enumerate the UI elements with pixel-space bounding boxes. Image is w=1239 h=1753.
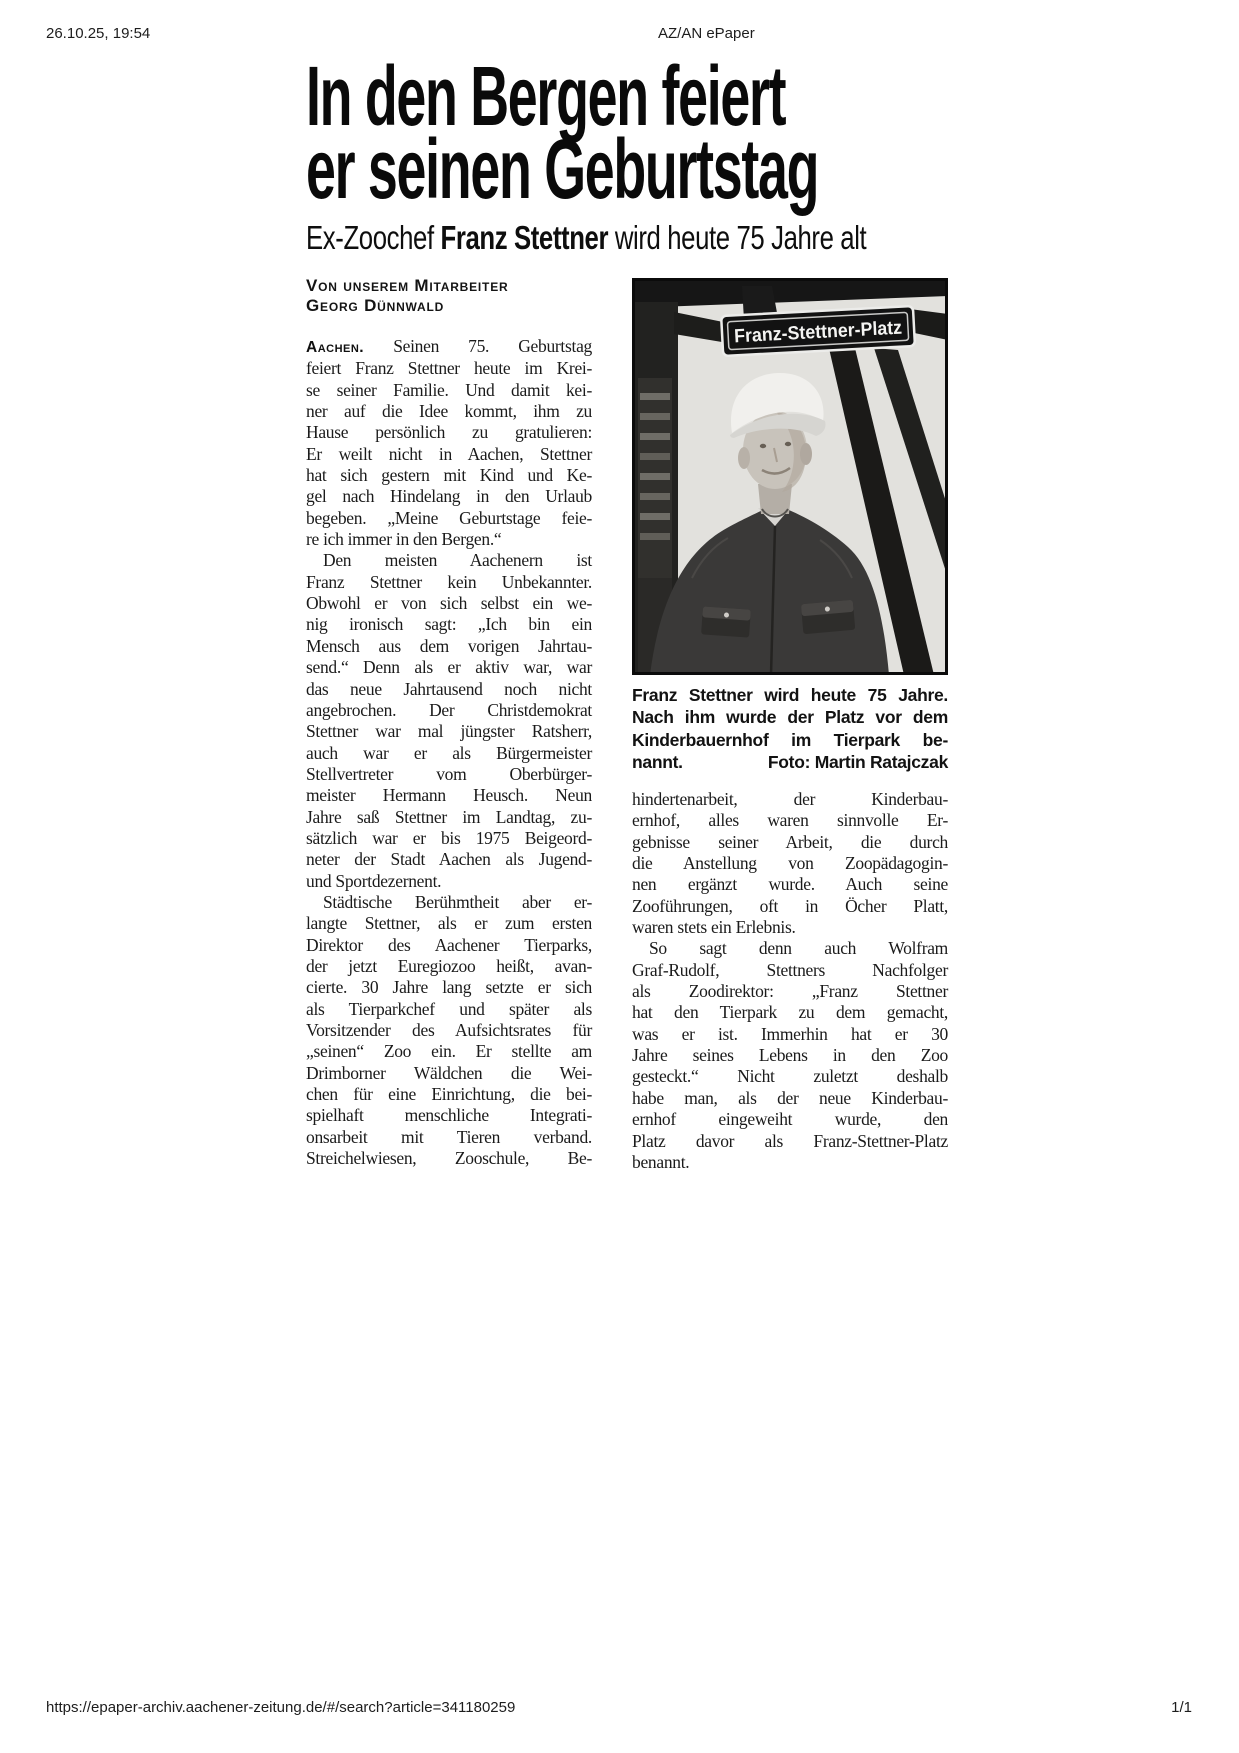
text-line: gesteckt.“ Nicht zuletzt deshalb bbox=[632, 1066, 948, 1087]
text-line: Streichelwiesen, Zooschule, Be- bbox=[306, 1148, 592, 1169]
text-line: ernhof eingeweiht wurde, den bbox=[632, 1109, 948, 1130]
text-line: se seiner Familie. Und damit kei- bbox=[306, 379, 592, 400]
text-line: gel nach Hindelang in den Urlaub bbox=[306, 486, 592, 507]
photo-credit: Foto: Martin Ratajczak bbox=[767, 752, 948, 773]
text-line: hat den Tierpark zu dem gemacht, bbox=[632, 1002, 948, 1023]
text-line: waren stets ein Erlebnis. bbox=[632, 917, 796, 938]
street-sign bbox=[721, 306, 915, 356]
text-line: Jahre saß Stettner im Landtag, zu- bbox=[306, 806, 592, 827]
text-line: was er ist. Immerhin hat er 30 bbox=[632, 1023, 948, 1044]
text-line: cierte. 30 Jahre lang setzte er sich bbox=[306, 977, 592, 998]
text-line: sätzlich war er bis 1975 Beigeord- bbox=[306, 827, 592, 848]
shutter-slat bbox=[640, 453, 670, 460]
text-line: Mensch aus dem vorigen Jahrtau- bbox=[306, 635, 592, 656]
eye bbox=[760, 444, 766, 448]
text-line: als Zoodirektor: „Franz Stettner bbox=[632, 981, 948, 1002]
subheadline-name-bold: Franz Stettner bbox=[440, 219, 609, 256]
text-line: als Tierparkchef und später als bbox=[306, 998, 592, 1019]
print-datetime: 26.10.25, 19:54 bbox=[46, 25, 151, 42]
text-line: Hause persönlich zu gratulieren: bbox=[306, 422, 592, 443]
paragraph bbox=[632, 789, 948, 938]
street-sign-text: Franz-Stettner-Platz bbox=[733, 317, 915, 348]
text-line: ner auf die Idee kommt, ihm zu bbox=[306, 401, 592, 422]
chest-pocket bbox=[701, 606, 751, 637]
dateline-lead: Aachen. bbox=[306, 339, 365, 356]
shutter-slat bbox=[640, 393, 670, 400]
paragraph bbox=[632, 938, 948, 1173]
shutter-slat bbox=[640, 513, 670, 520]
text-line: habe man, als der neue Kinderbau- bbox=[632, 1087, 948, 1108]
caption-line: Kinderbauernhof im Tierpark be- bbox=[632, 729, 948, 750]
text-line: Direktor des Aachener Tierparks, bbox=[306, 934, 592, 955]
text-line: Stellvertreter vom Oberbürger- bbox=[306, 763, 592, 784]
text-line: Er weilt nicht in Aachen, Stettner bbox=[306, 443, 592, 464]
text-line: auch war er als Bürgermeister bbox=[306, 742, 592, 763]
text-line: send.“ Denn als er aktiv war, war bbox=[306, 657, 592, 678]
shutter-slat bbox=[640, 433, 670, 440]
headline-line: er seinen Geburtstag bbox=[306, 122, 819, 216]
text-line: angebrochen. Der Christdemokrat bbox=[306, 699, 592, 720]
text-line: die Anstellung von Zoopädagogin- bbox=[632, 853, 948, 874]
headline-line: In den Bergen feiert bbox=[306, 49, 786, 143]
text-line: benannt. bbox=[632, 1151, 690, 1172]
print-page-indicator: 1/1 bbox=[1171, 1699, 1192, 1716]
byline-line: Von unserem Mitarbeiter bbox=[306, 276, 509, 295]
text-line: ernhof, alles waren sinnvolle Er- bbox=[632, 810, 948, 831]
text-line: langte Stettner, als er zum ersten bbox=[306, 913, 592, 934]
article-photo bbox=[632, 278, 948, 675]
shutter-slat bbox=[640, 493, 670, 500]
text-line: spielhaft menschliche Integrati- bbox=[306, 1105, 592, 1126]
text-line: Obwohl er von sich selbst ein we- bbox=[306, 593, 592, 614]
text-line: nen ergänzt wurde. Auch seine bbox=[632, 874, 948, 895]
text-line: re ich immer in den Bergen.“ bbox=[306, 529, 502, 550]
paragraph bbox=[306, 336, 592, 550]
text-line: „seinen“ Zoo ein. Er stellte am bbox=[306, 1041, 592, 1062]
text-line: Zooführungen, oft in Öcher Platt, bbox=[632, 895, 948, 916]
eye bbox=[785, 442, 791, 446]
text-line: hat sich gestern mit Kind und Ke- bbox=[306, 465, 592, 486]
text-line: Städtische Berühmtheit aber er- bbox=[323, 891, 592, 912]
article-headline bbox=[306, 49, 819, 216]
ear bbox=[738, 447, 750, 469]
text-line: neter der Stadt Aachen als Jugend- bbox=[306, 849, 592, 870]
text-line: das neue Jahrtausend noch nicht bbox=[306, 678, 592, 699]
text-line: meister Hermann Heusch. Neun bbox=[306, 785, 592, 806]
text-line: nig ironisch sagt: „Ich bin ein bbox=[306, 614, 592, 635]
paragraph bbox=[306, 550, 592, 892]
text-line: begeben. „Meine Geburtstage feie- bbox=[306, 507, 592, 528]
text-line: Aachen. Seinen 75. Geburtstag bbox=[306, 336, 592, 356]
text-line: hindertenarbeit, der Kinderbau- bbox=[632, 789, 948, 809]
text-line: onsarbeit mit Tieren verband. bbox=[306, 1126, 592, 1147]
text-line: Drimborner Wäldchen die Wei- bbox=[306, 1062, 592, 1083]
text-line: Franz Stettner kein Unbekannter. bbox=[306, 571, 592, 592]
photo-caption bbox=[632, 684, 948, 774]
byline-line: Georg Dünnwald bbox=[306, 295, 445, 315]
article-byline bbox=[306, 276, 508, 315]
paragraph bbox=[306, 892, 592, 1169]
shutter-slat bbox=[640, 533, 670, 540]
print-document-title: AZ/AN ePaper bbox=[658, 25, 755, 42]
print-source-url: https://epaper-archiv.aachener-zeitung.de/#/search?article=341180259 bbox=[46, 1699, 516, 1716]
text-line: Graf-Rudolf, Stettners Nachfolger bbox=[632, 959, 948, 980]
article-column-1 bbox=[306, 336, 592, 1169]
shutter-slat bbox=[640, 413, 670, 420]
text-line: Platz davor als Franz-Stettner-Platz bbox=[632, 1130, 948, 1151]
text-line: Jahre seines Lebens in den Zoo bbox=[632, 1045, 948, 1066]
text-line: Stettner war mal jüngster Ratsherr, bbox=[306, 721, 592, 742]
text-line: chen für eine Einrichtung, die bei- bbox=[306, 1084, 592, 1105]
text-line: So sagt denn auch Wolfram bbox=[649, 938, 948, 959]
caption-line: Franz Stettner wird heute 75 Jahre. bbox=[632, 685, 948, 705]
article-column-2 bbox=[632, 789, 948, 1173]
text-line: Den meisten Aachenern ist bbox=[323, 550, 592, 571]
subheadline-text: Ex-Zoochef bbox=[306, 219, 441, 256]
ear bbox=[800, 443, 812, 465]
caption-line: Nach ihm wurde der Platz vor dem bbox=[632, 707, 948, 728]
text-line: und Sportdezernent. bbox=[306, 870, 442, 891]
subheadline-text: wird heute 75 Jahre alt bbox=[608, 219, 867, 256]
article-subheadline bbox=[306, 219, 866, 257]
shutter-slat bbox=[640, 473, 670, 480]
caption-line bbox=[632, 751, 948, 773]
chest-pocket bbox=[801, 600, 855, 634]
text-line: der jetzt Euregiozoo heißt, avan- bbox=[306, 955, 592, 976]
caption-end: nannt. bbox=[632, 752, 683, 773]
text-line: gebnisse seiner Arbeit, die durch bbox=[632, 831, 948, 852]
text-line: Vorsitzender des Aufsichtsrates für bbox=[306, 1020, 592, 1040]
text-line: feiert Franz Stettner heute im Krei- bbox=[306, 358, 592, 379]
photo-illustration bbox=[632, 278, 948, 675]
